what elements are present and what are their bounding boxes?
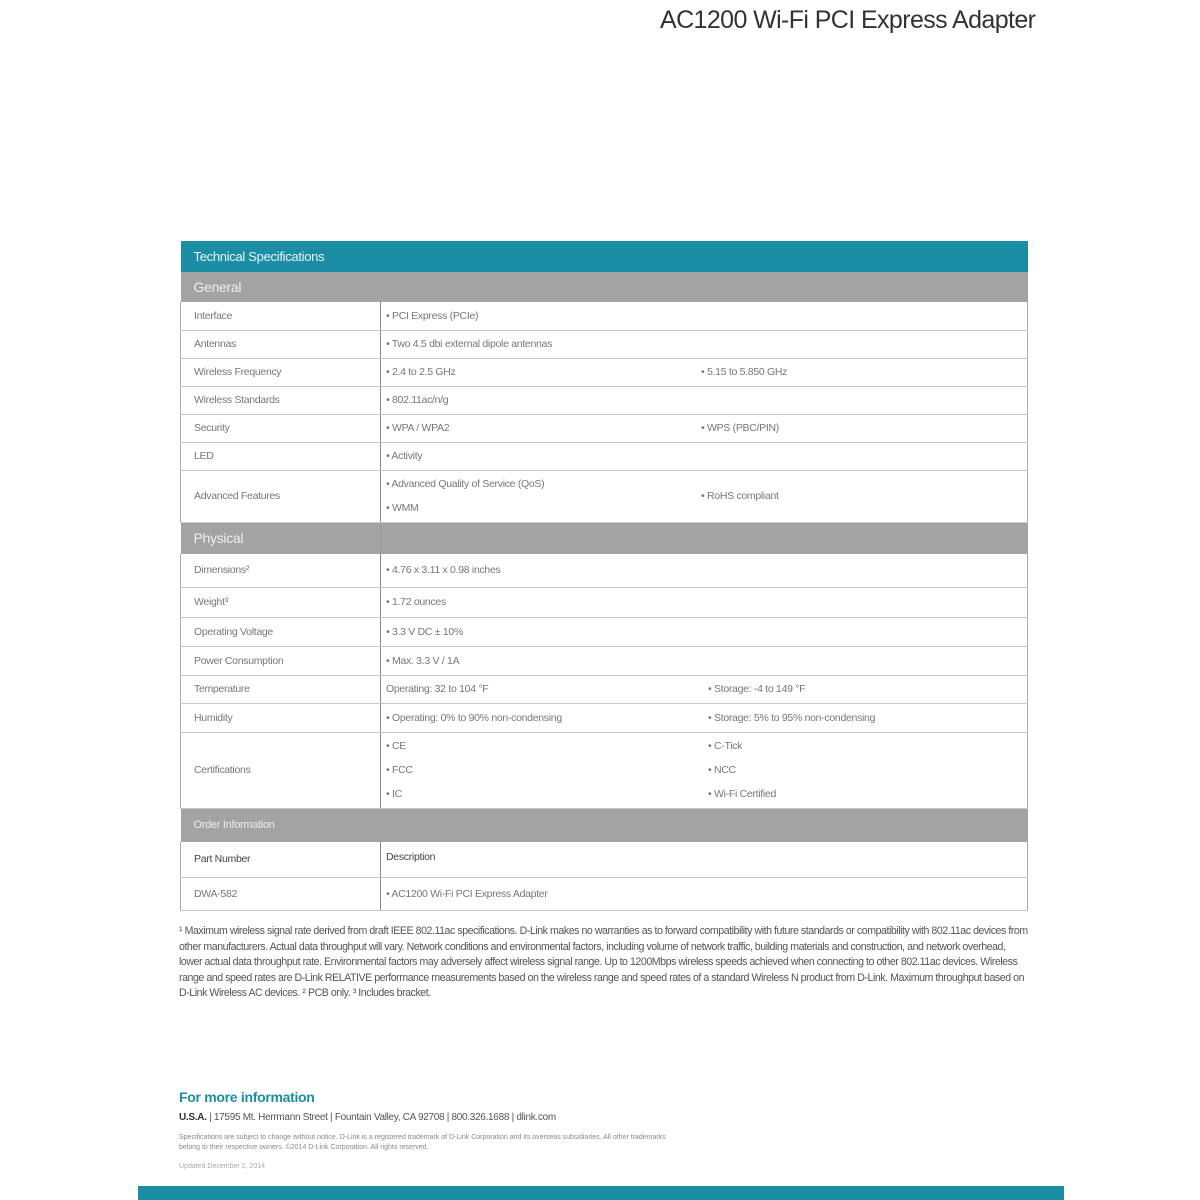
table-row (181, 414, 1028, 442)
table-row (181, 386, 1028, 414)
spec-value: • CE (386, 740, 406, 752)
spec-value: • Advanced Quality of Service (QoS) (386, 478, 545, 490)
spec-label: Wireless Standards (181, 386, 381, 414)
spec-value: • Storage: 5% to 95% non-condensing (696, 703, 1028, 732)
contact-address (179, 1112, 556, 1123)
section-physical (181, 522, 1028, 554)
updated-date: Updated December 2, 2014 (179, 1163, 265, 1170)
spec-label: Weight³ (181, 587, 381, 617)
legal-notice: Specifications are subject to change without notice. D-Link is a registered trademark of D-Link Corporation and its overseas subsidiaries. All other trademarks belong to their respective owners. ©2014 D-Link Corporation. All rights reserved. (179, 1134, 666, 1151)
spec-value: • PCI Express (PCIe) (381, 302, 697, 330)
spec-label: Wireless Frequency (181, 358, 381, 386)
table-row (181, 587, 1028, 617)
spec-value: • FCC (386, 764, 413, 776)
spec-value (696, 442, 1028, 470)
part-description: • AC1200 Wi-Fi PCI Express Adapter (381, 877, 1028, 910)
more-info-heading: For more information (179, 1089, 315, 1105)
table-row (181, 646, 1028, 675)
table-row (181, 675, 1028, 703)
spec-value: • Activity (381, 442, 697, 470)
column-header: Description (381, 842, 1028, 877)
spec-value: • WPA / WPA2 (381, 414, 697, 442)
column-header: Part Number (181, 842, 381, 877)
section-title: General (181, 272, 1028, 302)
spec-label: Interface (181, 302, 381, 330)
spec-value: • 2.4 to 2.5 GHz (381, 358, 697, 386)
spec-value: • NCC (708, 764, 736, 776)
section-title: Order Information (181, 808, 1028, 842)
footnote: ¹ Maximum wireless signal rate derived from draft IEEE 802.11ac specifications. D-Link makes no warranties as to forward compatibility with future standards or compatibility with 802.11ac devices from other manufacturers. Actual data throughput will vary. Network conditions and environmental factors, including volume of network traffic, building materials and construction, and network overhead, lower actual data throughput rate. Environmental factors may adversely affect wireless signal range. Up to 1200Mbps wireless speeds achieved when connecting to other 802.11ac devices. Wireless range and speed rates are D-Link RELATIVE performance measurements based on the wireless range and speed rates of a standard Wireless N product from D-Link. Maximum throughput based on D-Link Wireless AC devices. ² PCB only. ³ Includes bracket. (179, 925, 1028, 1000)
spec-value (696, 617, 1028, 646)
spec-value: • RoHS compliant (696, 470, 1028, 522)
table-header (181, 241, 1028, 272)
spec-value: • 1.72 ounces (381, 587, 697, 617)
spec-label: Power Consumption (181, 646, 381, 675)
spec-label: Humidity (181, 703, 381, 732)
section-title: Physical (181, 522, 381, 554)
spec-value: • 3.3 V DC ± 10% (381, 617, 697, 646)
table-row (181, 877, 1028, 910)
technical-specifications-table (180, 241, 1028, 911)
spec-value: • Wi-Fi Certified (708, 788, 776, 800)
part-number: DWA-582 (181, 877, 381, 910)
table-row (181, 470, 1028, 522)
table-row (181, 302, 1028, 330)
spec-label: Antennas (181, 330, 381, 358)
spec-value (696, 302, 1028, 330)
document-title: AC1200 Wi-Fi PCI Express Adapter (660, 6, 1036, 34)
spec-value: • 4.76 x 3.11 x 0.98 inches (381, 554, 697, 587)
table-title: Technical Specifications (181, 241, 1028, 272)
spec-value: • Storage: -4 to 149 °F (696, 675, 1028, 703)
spec-value: • WMM (386, 502, 419, 514)
spec-label: Security (181, 414, 381, 442)
table-row (181, 732, 1028, 808)
spec-label: LED (181, 442, 381, 470)
spec-value: • C-Tick (708, 740, 743, 752)
spec-value: • IC (386, 788, 402, 800)
spec-value (696, 587, 1028, 617)
spec-value (696, 330, 1028, 358)
spec-value: • Operating: 0% to 90% non-condensing (381, 703, 697, 732)
spec-label: Certifications (181, 732, 381, 808)
spec-value (696, 386, 1028, 414)
spec-value: • Two 4.5 dbi external dipole antennas (381, 330, 697, 358)
table-row (181, 703, 1028, 732)
spec-label: Temperature (181, 675, 381, 703)
spec-value: • 802.11ac/n/g (381, 386, 697, 414)
table-row (181, 442, 1028, 470)
address-line: | 17595 Mt. Herrmann Street | Fountain Valley, CA 92708 | 800.326.1688 | dlink.com (206, 1112, 556, 1123)
spec-value: • 5.15 to 5.850 GHz (696, 358, 1028, 386)
table-row (181, 842, 1028, 877)
spec-value: • WPS (PBC/PIN) (696, 414, 1028, 442)
section-order (181, 808, 1028, 842)
spec-value (696, 646, 1028, 675)
table-row (181, 554, 1028, 587)
footer-bar (138, 1186, 1064, 1200)
spec-label: Operating Voltage (181, 617, 381, 646)
table-row (181, 617, 1028, 646)
section-general (181, 272, 1028, 302)
spec-value: Operating: 32 to 104 °F (381, 675, 697, 703)
spec-label: Dimensions² (181, 554, 381, 587)
table-row (181, 358, 1028, 386)
table-row (181, 330, 1028, 358)
spec-value (696, 554, 1028, 587)
spec-value: • Max. 3.3 V / 1A (381, 646, 697, 675)
spec-label: Advanced Features (181, 470, 381, 522)
country: U.S.A. (179, 1112, 207, 1123)
